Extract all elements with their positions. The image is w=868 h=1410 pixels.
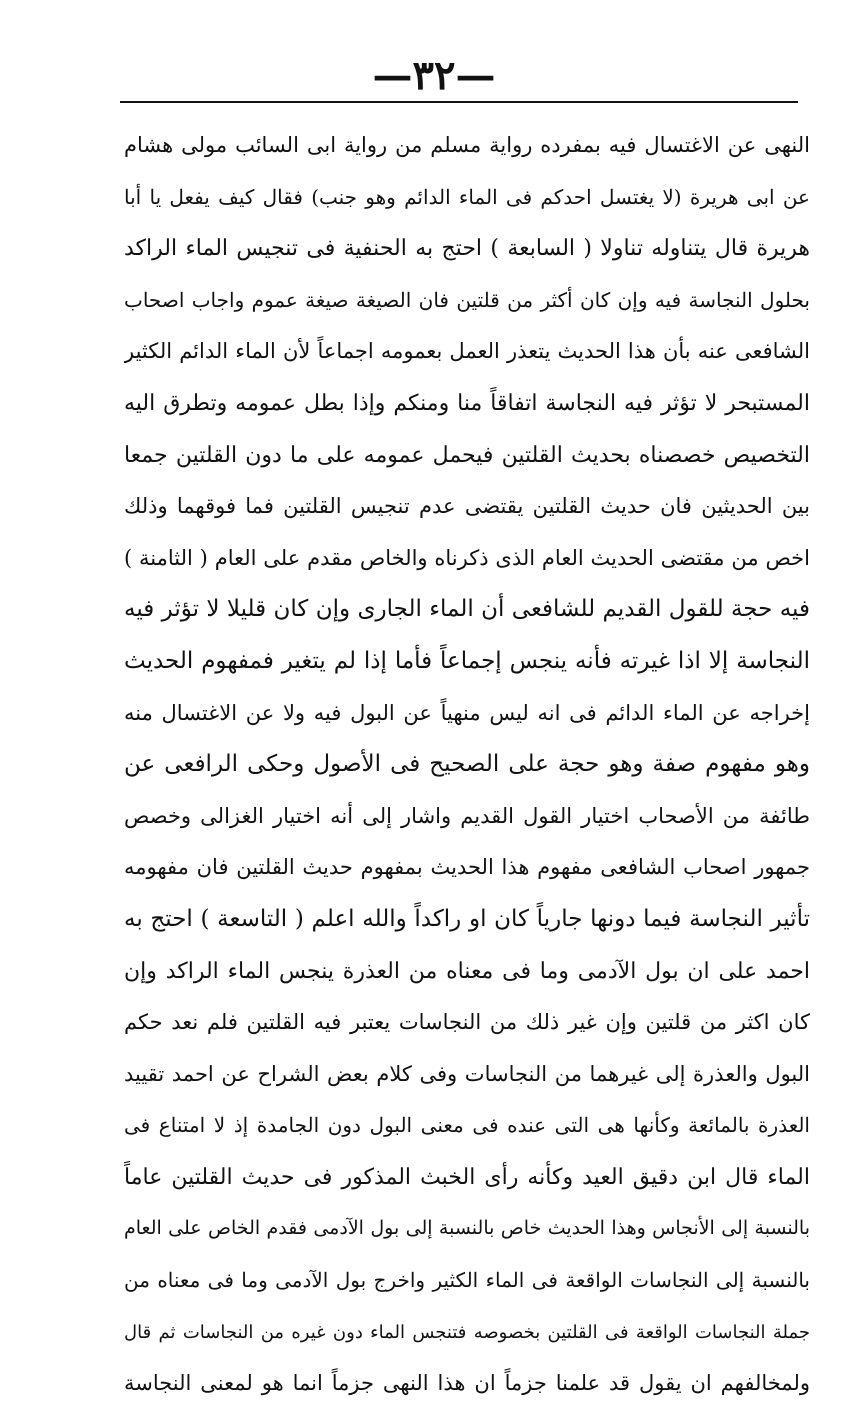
header-rule — [120, 101, 798, 103]
text-line: الشافعى عنه بأن هذا الحديث يتعذر العمل بعمومه اجماعاً لأن الماء الدائم الكثير — [124, 339, 810, 364]
text-line: تأثير النجاسة فيما دونها جارياً كان او راكداً والله اعلم ( التاسعة ) احتج به — [124, 905, 810, 932]
text-line: ولمخالفهم ان يقول قد علمنا جزماً ان هذا النهى جزماً انما هو لمعنى النجاسة — [124, 1371, 810, 1396]
text-line: البول والعذرة إلى غيرهما من النجاسات وفى كلام بعض الشراح عن احمد تقييد — [124, 1061, 810, 1086]
text-line: بين الحديثين فان حديث القلتين يقتضى عدم تنجيس القلتين فما فوقهما وذلك — [124, 494, 810, 519]
text-line: المستبحر لا تؤثر فيه النجاسة اتفاقاً منا ومنكم وإذا بطل عمومه وتطرق اليه — [124, 390, 810, 416]
body-text — [124, 120, 810, 1410]
text-line: التخصيص خصصناه بحديث القلتين فيحمل عمومه على ما دون القلتين جمعا — [124, 442, 810, 468]
text-line: النجاسة إلا اذا غيرته فأنه ينجس إجماعاً فأما إذا لم يتغير فمفهوم الحديث — [124, 647, 810, 674]
text-line: عن ابى هريرة (لا يغتسل احدكم فى الماء الدائم وهو جنب) فقال كيف يفعل يا أبا — [124, 184, 810, 209]
text-line: وهو مفهوم صفة وهو حجة على الصحيح فى الأصول وحكى الرافعى عن — [124, 751, 810, 778]
text-line: بالنسبة إلى النجاسات الواقعة فى الماء الكثير واخرج بول الآدمى وما فى معناه من — [124, 1268, 810, 1293]
text-line: فيه حجة للقول القديم للشافعى أن الماء الجارى وإن كان قليلا لا تؤثر فيه — [124, 596, 810, 623]
text-line: جمهور اصحاب الشافعى مفهوم هذا الحديث بمفهوم حديث القلتين فان مفهومه — [124, 855, 810, 880]
text-line: إخراجه عن الماء الدائم فى انه ليس منهياً عن البول فيه ولا عن الاغتسال منه — [124, 700, 810, 725]
text-line: كان اكثر من قلتين وإن غير ذلك من النجاسات يعتبر فيه القلتين فلم نعد حكم — [124, 1010, 810, 1035]
text-line: طائفة من الأصحاب اختيار القول القديم واشار إلى أنه اختيار الغزالى وخصص — [124, 803, 810, 828]
text-line: اخص من مقتضى الحديث العام الذى ذكرناه والخاص مقدم على العام ( الثامنة ) — [124, 545, 810, 570]
text-line: النهى عن الاغتسال فيه بمفرده رواية مسلم من رواية ابى السائب مولى هشام — [124, 133, 810, 157]
text-line: جملة النجاسات الواقعة فى القلتين بخصوصه فتنجس الماء دون غيره من النجاسات ثم قال — [124, 1321, 810, 1343]
text-line: احمد على ان بول الآدمى وما فى معناه من العذرة ينجس الماء الراكد وإن — [124, 958, 810, 984]
text-line: بحلول النجاسة فيه وإن كان أكثر من قلتين فان الصيغة صيغة عموم واجاب اصحاب — [124, 287, 810, 312]
text-line: الماء قال ابن دقيق العيد وكأنه رأى الخبث المذكور فى حديث القلتين عاماً — [124, 1164, 810, 1190]
page-number: —٣٢— — [372, 52, 496, 99]
text-line: هريرة قال يتناوله تناولا ( السابعة ) احتج به الحنفية فى تنجيس الماء الراكد — [124, 236, 810, 262]
text-line: بالنسبة إلى الأنجاس وهذا الحديث خاص بالنسبة إلى بول الآدمى فقدم الخاص على العام — [124, 1217, 810, 1240]
text-line: العذرة بالمائعة وكأنها هى التى عنده فى معنى البول دون الجامدة إذ لا امتناع فى — [124, 1113, 810, 1138]
